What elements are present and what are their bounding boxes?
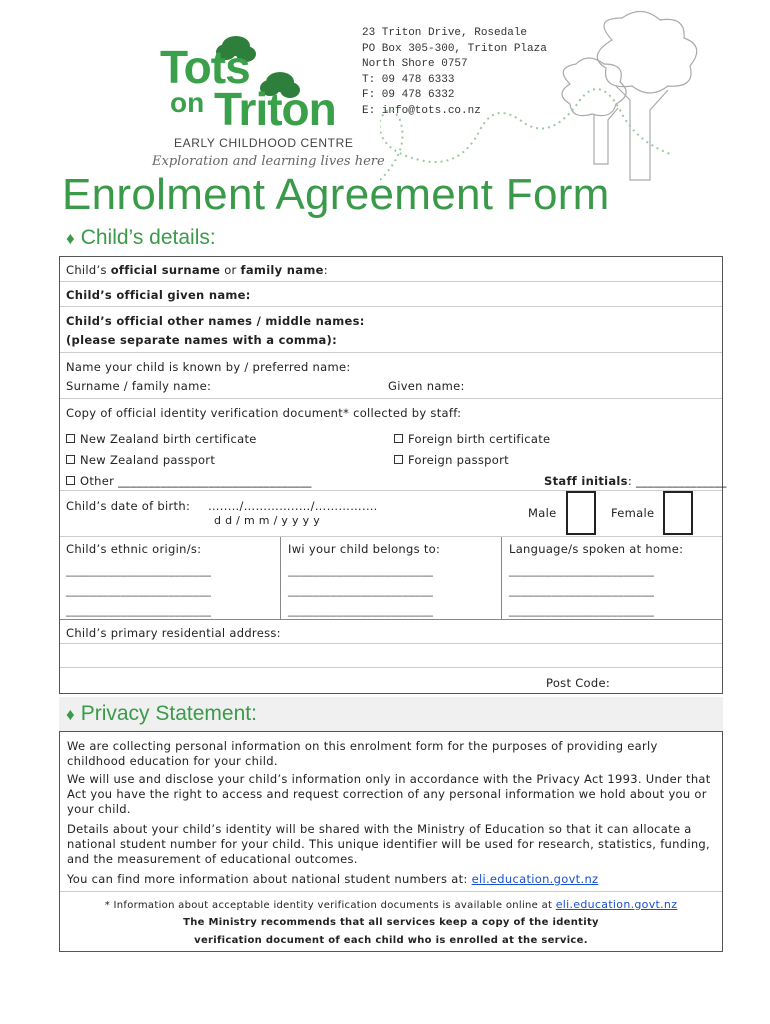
iwi-line[interactable]: ________________________: [288, 603, 434, 617]
id-document-label: Copy of official identity verification document* collected by staff:: [66, 406, 462, 420]
phone-number: T: 09 478 6333: [362, 73, 455, 86]
address-line: North Shore 0757: [362, 58, 468, 70]
column-divider: [280, 537, 281, 619]
given-name-row[interactable]: [60, 282, 722, 307]
eli-link-footnote[interactable]: eli.education.govt.nz: [555, 898, 678, 911]
child-details-table: [59, 256, 727, 694]
dob-format: d d / m m / y y y y: [214, 514, 321, 527]
logo-triton: Triton: [214, 83, 336, 135]
ethnic-line[interactable]: ________________________: [66, 583, 212, 597]
language-line[interactable]: ________________________: [509, 563, 655, 577]
language-line[interactable]: ________________________: [509, 603, 655, 617]
other-names-row[interactable]: [60, 307, 722, 353]
dob-field[interactable]: …..…/…………..…/………….…: [208, 499, 378, 513]
privacy-statement-box: [59, 731, 723, 952]
checkbox[interactable]: [66, 434, 75, 443]
postcode-label: Post Code:: [546, 676, 611, 690]
preferred-surname-label: Surname / family name:: [66, 379, 212, 393]
divider: [60, 891, 722, 892]
preferred-name-row[interactable]: [60, 353, 722, 399]
male-checkbox[interactable]: [566, 491, 596, 535]
checkbox[interactable]: [394, 434, 403, 443]
checkbox[interactable]: [66, 455, 75, 464]
footnote-recommendation: The Ministry recommends that all services keep a copy of the identity: [183, 917, 599, 928]
privacy-title: Privacy Statement:: [80, 702, 257, 725]
diamond-icon: ♦: [66, 705, 75, 724]
surname-label: Child’s official surname or family name:: [66, 263, 328, 277]
female-label: Female: [611, 506, 655, 520]
footnote-recommendation-cont: verification document of each child who is enrolled at the service.: [194, 935, 588, 946]
privacy-paragraph: We will use and disclose your child’s information only in accordance with the Privacy Act 1993. Under that Act you have the right to access and request correction of any personal information we hold about you or your child.: [67, 772, 711, 816]
other-option[interactable]: Other ________________________________: [66, 474, 312, 488]
privacy-paragraph: You can find more information about national student numbers at: eli.education.govt.nz: [67, 872, 599, 886]
child-details-title: Child’s details:: [80, 226, 216, 249]
ethnic-origin-label: Child’s ethnic origin/s:: [66, 542, 202, 556]
id-document-row: [60, 399, 727, 491]
checkbox[interactable]: [66, 476, 75, 485]
iwi-line[interactable]: ________________________: [288, 563, 434, 577]
diamond-icon: ♦: [66, 229, 75, 248]
ethnic-line[interactable]: ________________________: [66, 563, 212, 577]
footnote-id-docs: * Information about acceptable identity verification documents is available online at eli.education.govt.nz: [104, 898, 678, 911]
female-checkbox[interactable]: [663, 491, 693, 535]
nz-birth-option[interactable]: New Zealand birth certificate: [66, 432, 257, 446]
address-label: Child’s primary residential address:: [66, 626, 281, 640]
language-line[interactable]: ________________________: [509, 583, 655, 597]
checkbox[interactable]: [394, 455, 403, 464]
child-details-heading: [66, 226, 216, 250]
language-label: Language/s spoken at home:: [509, 542, 684, 556]
address-line: PO Box 305-300, Triton Plaza: [362, 42, 547, 55]
address-line-row[interactable]: [60, 644, 722, 668]
other-names-label: Child’s official other names / middle names:: [66, 314, 365, 328]
iwi-label: Iwi your child belongs to:: [288, 542, 441, 556]
nz-passport-option[interactable]: New Zealand passport: [66, 453, 215, 467]
other-names-hint: (please separate names with a comma):: [66, 333, 338, 347]
privacy-paragraph: Details about your child’s identity will be shared with the Ministry of Education so that it can allocate a national student number for your child. This unique identifier will be used for research, statistics, funding, and the measurement of educational outcomes.: [67, 822, 710, 866]
privacy-heading: [66, 702, 257, 726]
male-label: Male: [528, 506, 557, 520]
privacy-paragraph: We are collecting personal information on this enrolment form for the purposes of providing early childhood education for your child.: [67, 739, 658, 768]
surname-row[interactable]: [60, 257, 722, 282]
logo-tots: Tots: [160, 41, 250, 93]
dob-row[interactable]: [60, 491, 722, 537]
eli-link[interactable]: eli.education.govt.nz: [471, 872, 599, 886]
centre-logo: [150, 22, 385, 172]
logo-subtitle: EARLY CHILDHOOD CENTRE: [174, 136, 354, 150]
preferred-name-label: Name your child is known by / preferred name:: [66, 360, 351, 374]
foreign-passport-option[interactable]: Foreign passport: [394, 453, 509, 467]
ethnic-line[interactable]: ________________________: [66, 603, 212, 617]
staff-initials[interactable]: Staff initials: _______________: [544, 474, 727, 488]
address-row[interactable]: [60, 620, 722, 644]
postcode-row[interactable]: [60, 668, 722, 694]
dob-label: Child’s date of birth:: [66, 499, 191, 513]
foreign-birth-option[interactable]: Foreign birth certificate: [394, 432, 550, 446]
iwi-line[interactable]: ________________________: [288, 583, 434, 597]
preferred-given-label: Given name:: [388, 379, 465, 393]
column-divider: [501, 537, 502, 619]
page-title: Enrolment Agreement Form: [62, 170, 610, 219]
logo-tagline: Exploration and learning lives here: [152, 154, 385, 169]
origin-row: [60, 537, 722, 620]
logo-on: on: [170, 87, 205, 118]
email-address: E: info@tots.co.nz: [362, 104, 481, 117]
given-name-label: Child’s official given name:: [66, 288, 251, 302]
address-line: 23 Triton Drive, Rosedale: [362, 27, 528, 39]
fax-number: F: 09 478 6332: [362, 89, 455, 101]
